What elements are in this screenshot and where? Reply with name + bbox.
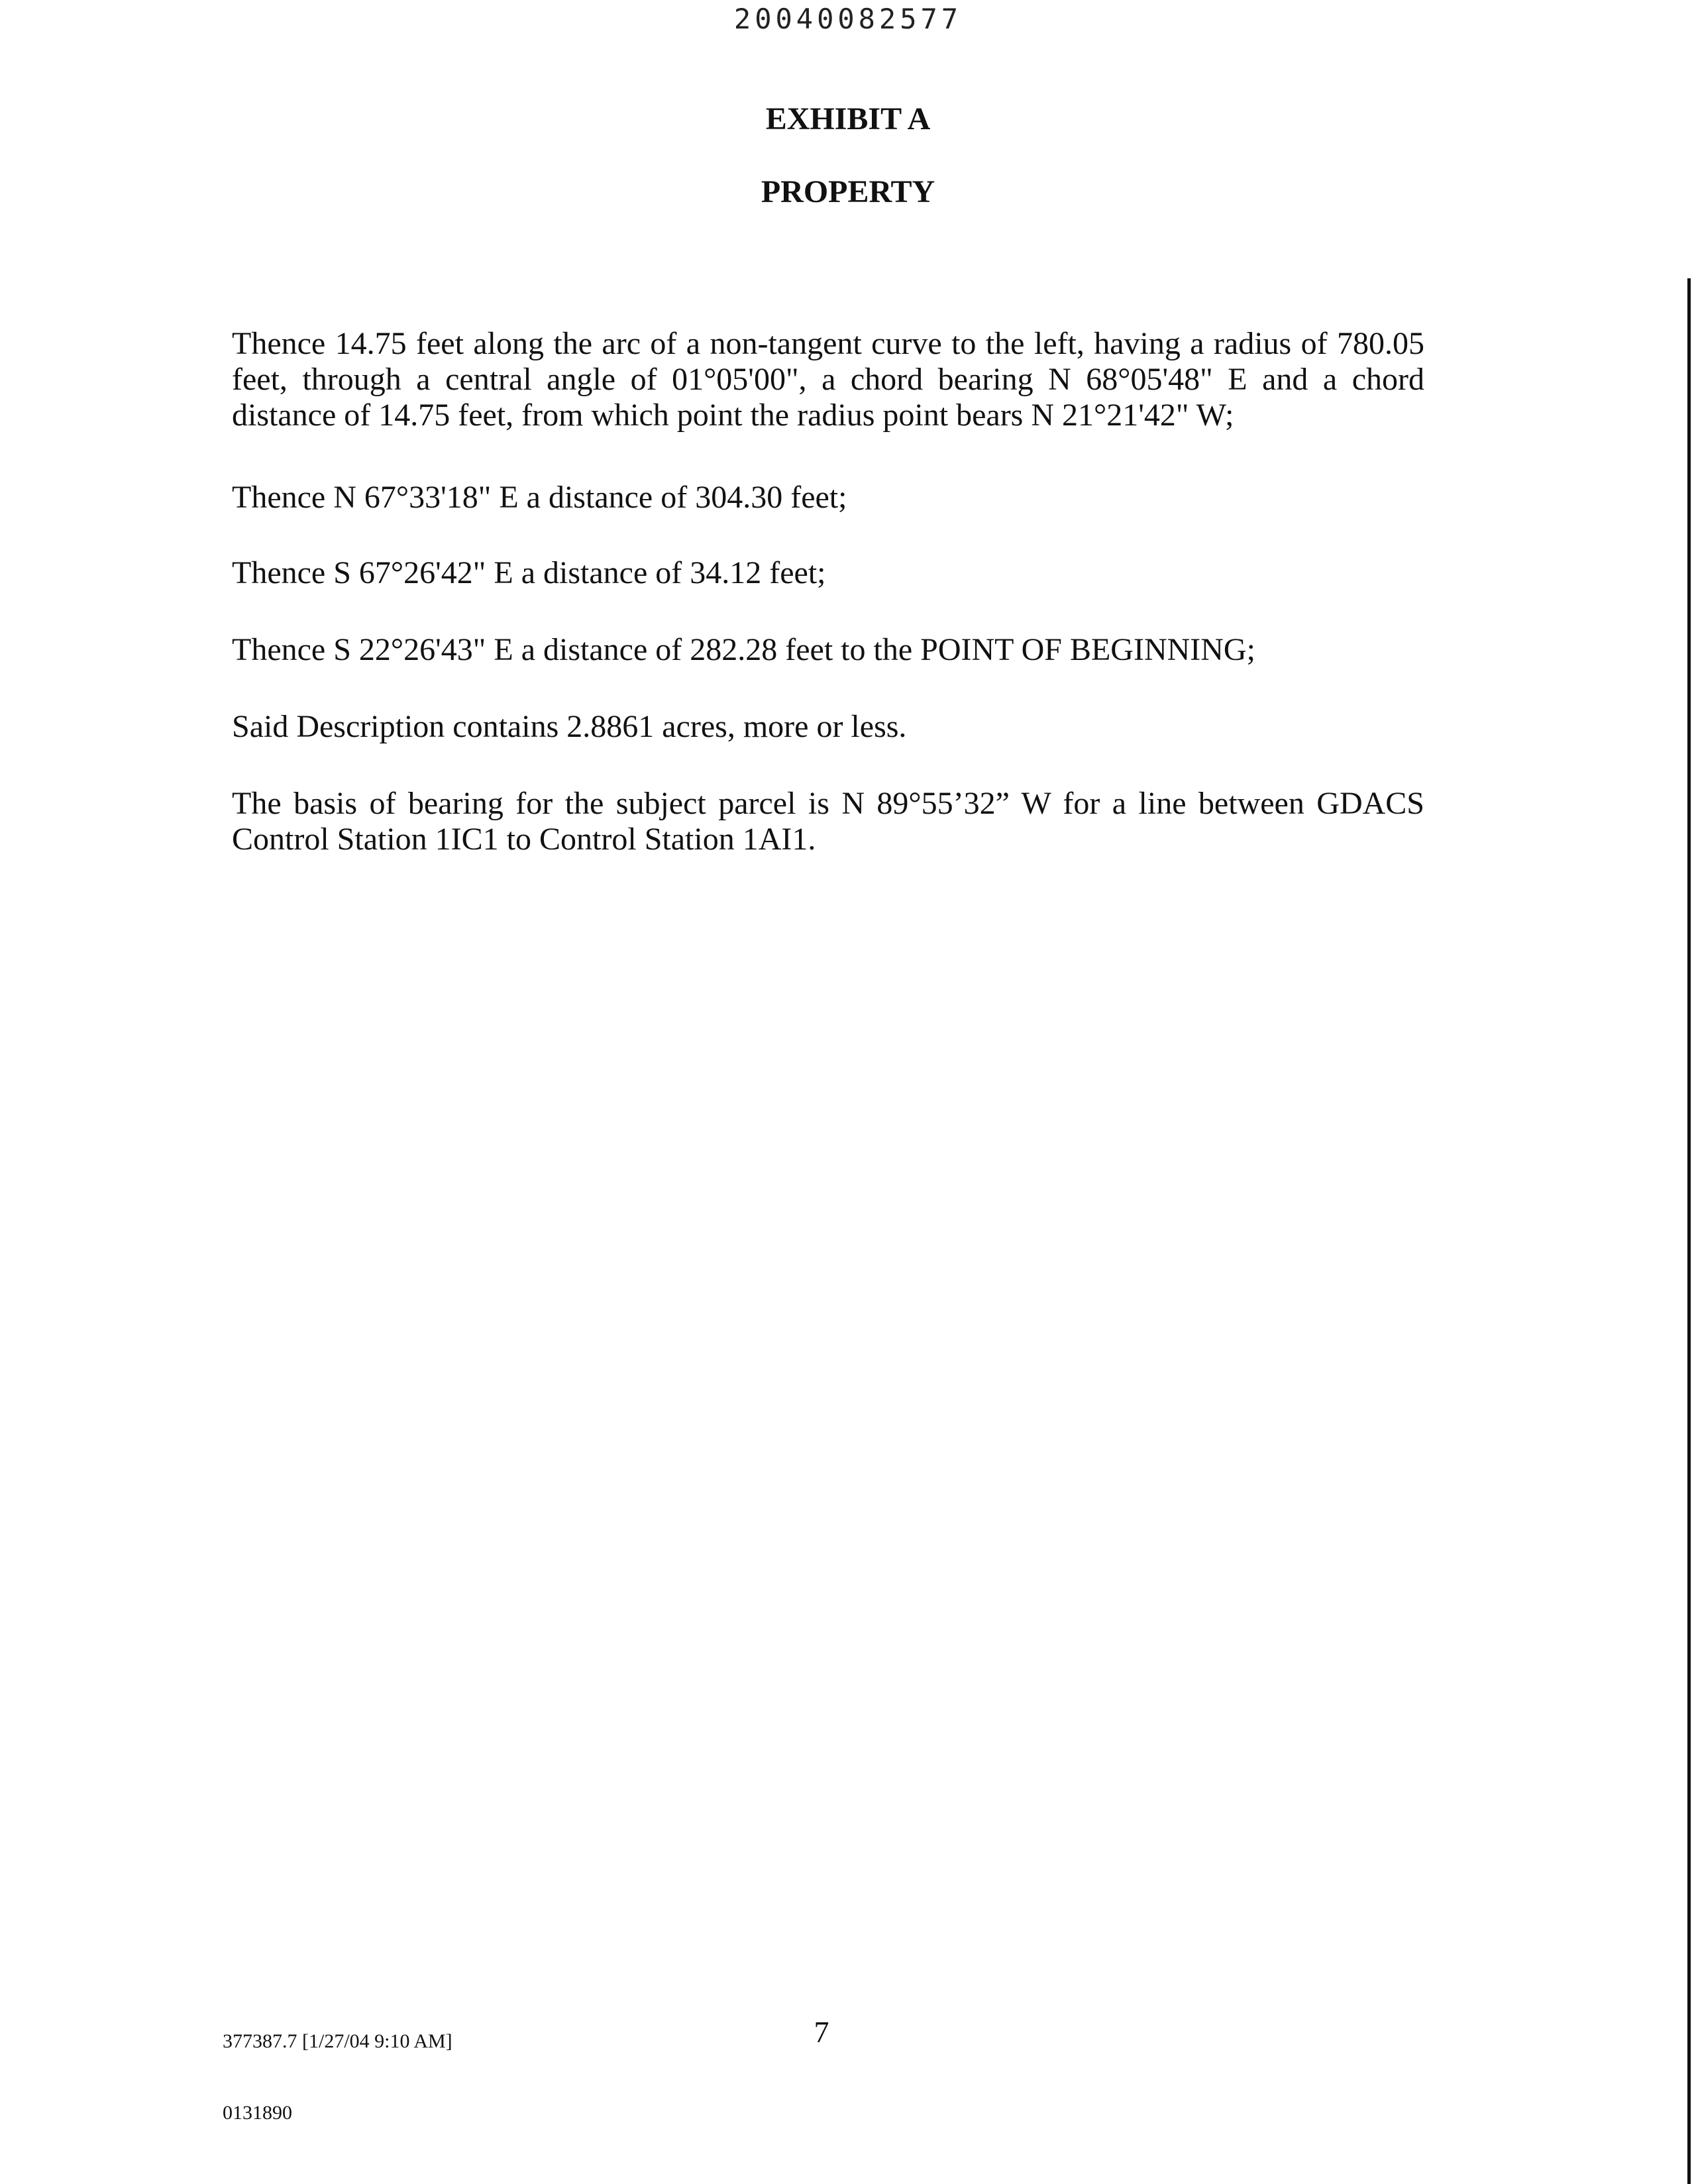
paragraph-basis-of-bearing: The basis of bearing for the subject parcel is N 89°55’32” W for a line between GDACS Control Station 1IC1 to Control Station 1AI1.: [232, 786, 1424, 857]
property-heading: PROPERTY: [761, 174, 935, 209]
footer-reference-line2: 0131890: [223, 2102, 292, 2124]
exhibit-heading: EXHIBIT A: [765, 101, 931, 136]
page-number: 7: [814, 2015, 829, 2049]
paragraph-course-south-east-2: Thence S 22°26'43" E a distance of 282.28 feet to the POINT OF BEGINNING;: [232, 632, 1255, 667]
document-number: 20040082577: [733, 3, 963, 35]
paragraph-curve: Thence 14.75 feet along the arc of a non-tangent curve to the left, having a radius of 780.05 feet, through a central angle of 01°05'00", a chord bearing N 68°05'48" E and a chord distance of 14.75 feet, from which point the radius point bears N 21°21'42" W;: [232, 326, 1424, 433]
footer-reference-line1: 377387.7 [1/27/04 9:10 AM]: [223, 2030, 452, 2052]
paragraph-acreage: Said Description contains 2.8861 acres, more or less.: [232, 709, 907, 744]
paragraph-course-north-east: Thence N 67°33'18" E a distance of 304.30 feet;: [232, 480, 847, 515]
footer-reference: [223, 1988, 452, 2167]
scan-edge-line: [1687, 278, 1691, 2184]
paragraph-course-south-east-1: Thence S 67°26'42" E a distance of 34.12 feet;: [232, 555, 826, 590]
